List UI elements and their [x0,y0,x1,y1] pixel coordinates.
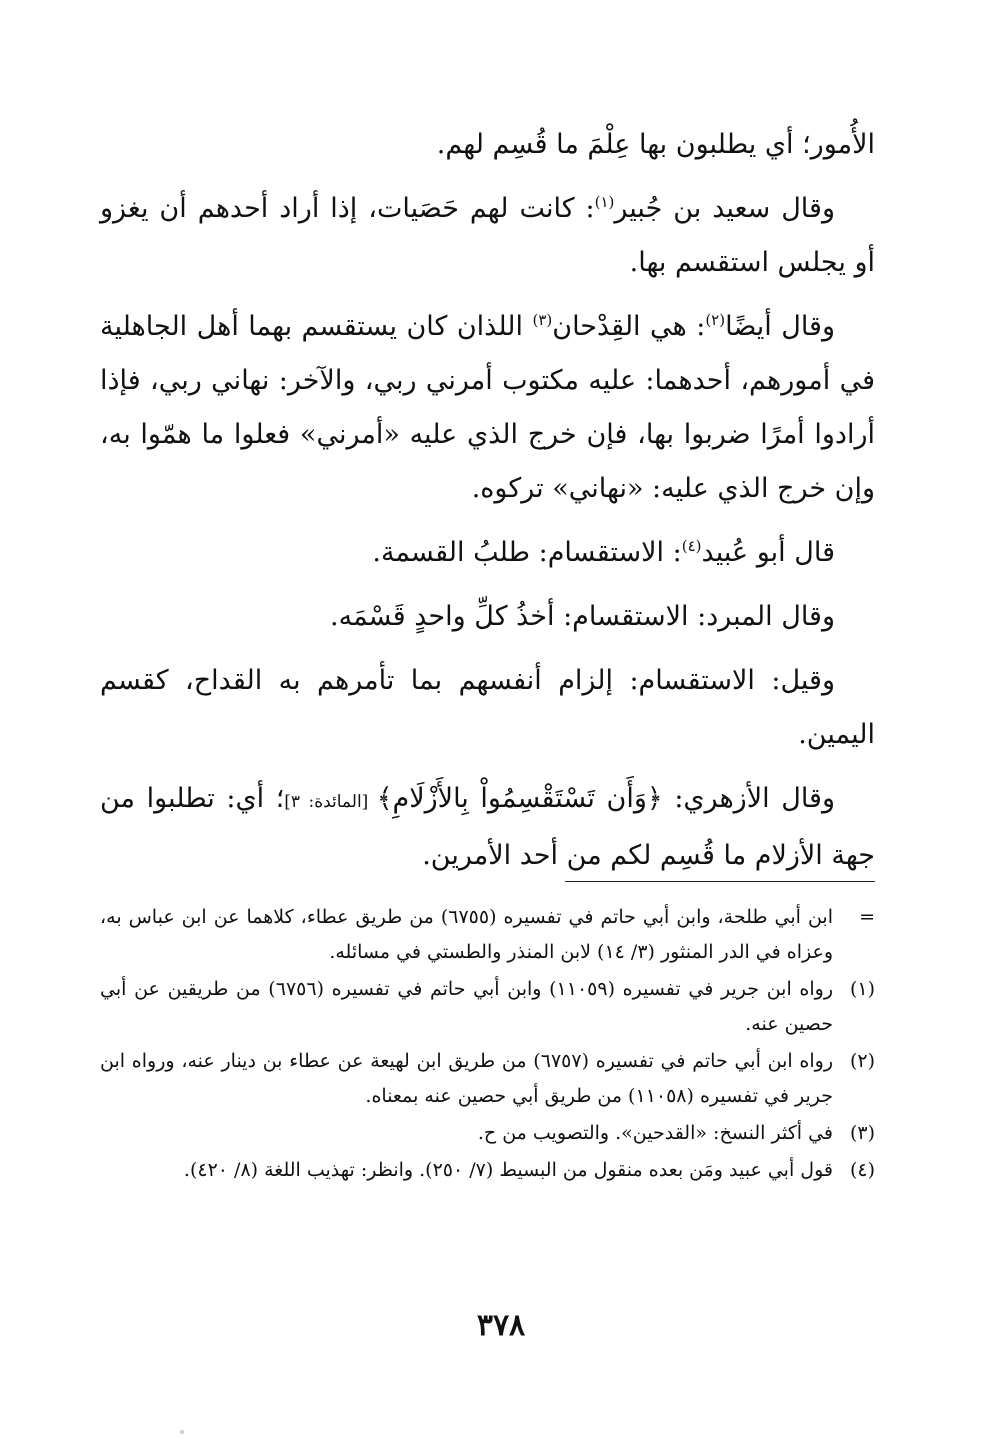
footnote-separator [565,881,875,882]
paragraph-5-text: وقيل: الاستقسام: إلزام أنفسهم بما تأمرهم به القداح، كقسم اليمين. [100,665,875,750]
quran-verse-reference: [المائدة: ٣] [284,792,377,812]
footnote-text: قول أبي عبيد ومَن بعده منقول من البسيط (٧/ ٢٥٠). وانظر: تهذيب اللغة (٨/ ٤٢٠). [183,1159,833,1181]
paragraph-0 [100,118,875,172]
paragraph-0-text: الأُمور؛ أي يطلبون بها عِلْمَ ما قُسِم لهم. [436,129,875,160]
paragraph-6-text-b: ؛ أي: تطلبوا من جهة الأزلام ما قُسِم لكم من أحد الأمرين. [100,783,875,871]
footnote-ref-3[interactable]: (٣) [532,311,553,329]
page-number: ٣٧٨ [476,1308,526,1343]
footnote-2 [100,1044,875,1114]
footnote-3 [100,1116,875,1151]
footnote-marker: = [859,906,875,928]
footnote-marker: (٣) [849,1122,875,1144]
paragraph-1-text-b: : كانت لهم حَصَيات، إذا أراد أحدهم أن يغزو أو يجلس استقسم بها. [100,193,875,278]
paragraph-4 [100,590,875,644]
footnotes [100,900,875,1190]
footnote-ref-1[interactable]: (١) [594,193,615,211]
paragraph-3-text-b: : الاستقسام: طلبُ القسمة. [372,537,682,568]
paragraph-6 [100,772,875,883]
footnote-marker: (١) [849,978,875,1000]
footnote-text: في أكثر النسخ: «القدحين». والتصويب من ح. [477,1122,833,1144]
paragraph-3-text-a: قال أبو عُبيد [701,537,835,568]
paragraph-2 [100,300,875,516]
footnote-1 [100,972,875,1042]
paragraph-6-text-a: وقال الأزهري: [662,783,835,814]
footnote-text: رواه ابن جرير في تفسيره (١١٠٥٩) وابن أبي حاتم في تفسيره (٦٧٥٦) من طريقين عن أبي حصين عنه. [100,978,833,1035]
paragraph-2-text-a: وقال أيضًا [725,311,835,342]
footnote-text: ابن أبي طلحة، وابن أبي حاتم في تفسيره (٦٧٥٥) من طريق عطاء، كلاهما عن ابن عباس به، وعزاه في الدر المنثور (٣/ ١٤) لابن المنذر والطستي في مسائله. [100,906,833,963]
paragraph-4-text: وقال المبرد: الاستقسام: أخذُ كلِّ واحدٍ قَسْمَه. [330,601,835,632]
footnote-ref-4[interactable]: (٤) [681,537,702,555]
paragraph-3 [100,526,875,580]
quran-verse: ﴿وَأَن تَسْتَقْسِمُواْ بِالأَزْلَامِ﴾ [376,783,663,814]
footnote-4 [100,1153,875,1188]
footnote-continued [100,900,875,970]
paragraph-2-text-c: اللذان كان يستقسم بهما أهل الجاهلية في أمورهم، أحدهما: عليه مكتوب أمرني ربي، والآخر: نهاني ربي، فإذا أرادوا أمرًا ضربوا بها، فإن خرج الذي عليه «أمرني» فعلوا ما همّوا به، وإن خرج الذي عليه: «نهاني» تركوه. [100,311,875,504]
footnote-ref-2[interactable]: (٢) [705,311,726,329]
main-text [100,118,875,893]
paragraph-2-text-b: : هي القِدْحان [552,311,706,342]
paragraph-1 [100,182,875,290]
footnote-marker: (٤) [849,1159,875,1181]
footnote-text: رواه ابن أبي حاتم في تفسيره (٦٧٥٧) من طريق ابن لهيعة عن عطاء بن دينار عنه، ورواه ابن جرير في تفسيره (١١٠٥٨) من طريق أبي حصين عنه بمعناه. [100,1050,834,1107]
scan-artifact [180,1430,184,1434]
paragraph-1-text-a: وقال سعيد بن جُبير [614,193,835,224]
footnote-marker: (٢) [849,1050,875,1072]
paragraph-5 [100,654,875,762]
